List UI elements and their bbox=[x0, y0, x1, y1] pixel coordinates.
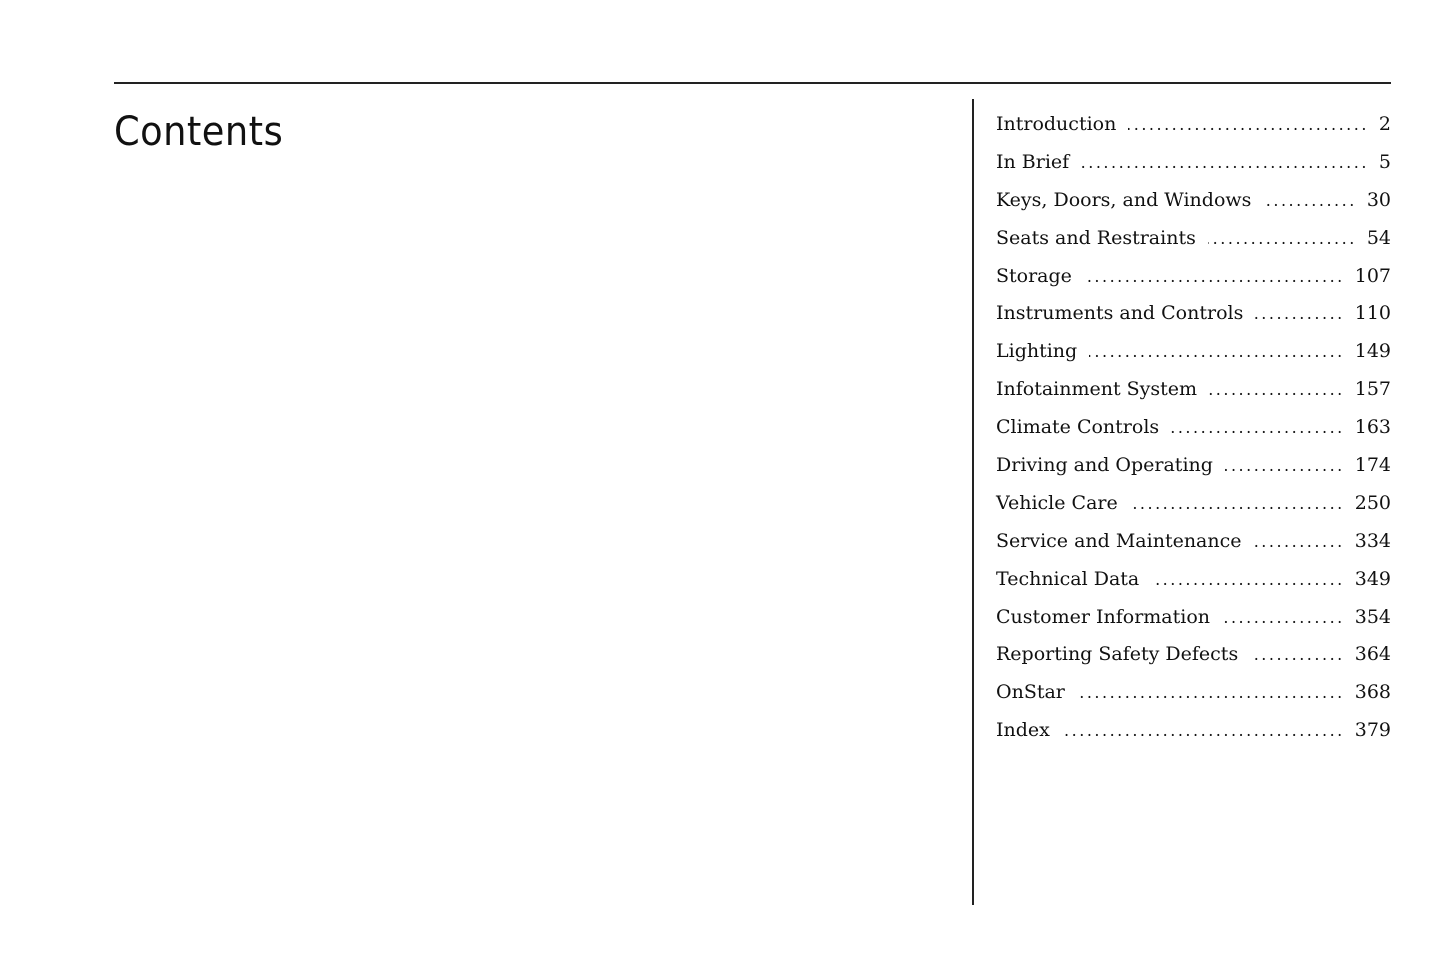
toc-entry-label: Instruments and Controls bbox=[996, 302, 1244, 325]
toc-page-number: 110 bbox=[1354, 302, 1391, 325]
toc-entry-label: Index bbox=[996, 719, 1050, 742]
toc-entry-label: Reporting Safety Defects bbox=[996, 643, 1239, 666]
dot-leader bbox=[1062, 712, 1345, 750]
dot-leader bbox=[1209, 371, 1345, 409]
dot-leader bbox=[1222, 599, 1345, 637]
dot-leader bbox=[1130, 485, 1345, 523]
toc-page-number: 379 bbox=[1354, 719, 1391, 742]
toc-entry-label: Storage bbox=[996, 264, 1072, 287]
dot-leader bbox=[1089, 333, 1345, 371]
toc-entry-label: Keys, Doors, and Windows bbox=[996, 188, 1252, 211]
table-of-contents bbox=[996, 106, 1391, 750]
toc-entry-reporting-safety-defects[interactable] bbox=[996, 636, 1391, 674]
dot-leader bbox=[1081, 144, 1369, 182]
toc-entry-label: Technical Data bbox=[996, 567, 1140, 590]
toc-page-number: 107 bbox=[1354, 264, 1391, 287]
toc-page-number: 2 bbox=[1378, 113, 1391, 135]
toc-entry-technical-data[interactable] bbox=[996, 561, 1391, 599]
toc-entry-label: Infotainment System bbox=[996, 378, 1198, 401]
toc-page-number: 163 bbox=[1354, 416, 1391, 439]
toc-entry-climate-controls[interactable] bbox=[996, 409, 1391, 447]
toc-entry-storage[interactable] bbox=[996, 258, 1391, 296]
toc-page-number: 30 bbox=[1366, 188, 1391, 211]
dot-leader bbox=[1084, 258, 1345, 296]
dot-leader bbox=[1128, 106, 1369, 144]
dot-leader bbox=[1263, 182, 1356, 220]
toc-page-number: 349 bbox=[1354, 567, 1391, 590]
dot-leader bbox=[1225, 447, 1345, 485]
toc-entry-label: Driving and Operating bbox=[996, 454, 1213, 477]
toc-entry-label: Introduction bbox=[996, 113, 1117, 135]
toc-page-number: 174 bbox=[1354, 454, 1391, 477]
toc-entry-in-brief[interactable] bbox=[996, 144, 1391, 182]
toc-entry-infotainment-system[interactable] bbox=[996, 371, 1391, 409]
toc-entry-label: Seats and Restraints bbox=[996, 226, 1196, 249]
toc-entry-lighting[interactable] bbox=[996, 333, 1391, 371]
header-rule bbox=[114, 82, 1391, 84]
toc-page-number: 368 bbox=[1354, 681, 1391, 704]
toc-page-number: 334 bbox=[1354, 529, 1391, 552]
column-divider bbox=[972, 99, 974, 905]
toc-entry-introduction[interactable] bbox=[996, 106, 1391, 144]
toc-entry-service-maintenance[interactable] bbox=[996, 523, 1391, 561]
toc-entry-keys-doors-windows[interactable] bbox=[996, 182, 1391, 220]
toc-page-number: 157 bbox=[1354, 378, 1391, 401]
toc-entry-driving-operating[interactable] bbox=[996, 447, 1391, 485]
dot-leader bbox=[1208, 220, 1357, 258]
toc-entry-onstar[interactable] bbox=[996, 674, 1391, 712]
toc-entry-index[interactable] bbox=[996, 712, 1391, 750]
dot-leader bbox=[1250, 636, 1345, 674]
page-title: Contents bbox=[114, 109, 284, 155]
toc-page-number: 149 bbox=[1354, 340, 1391, 363]
toc-page-number: 250 bbox=[1354, 491, 1391, 514]
dot-leader bbox=[1254, 523, 1345, 561]
toc-entry-label: Customer Information bbox=[996, 605, 1211, 628]
toc-entry-vehicle-care[interactable] bbox=[996, 485, 1391, 523]
toc-entry-label: Service and Maintenance bbox=[996, 529, 1242, 552]
toc-entry-label: Vehicle Care bbox=[996, 491, 1118, 514]
dot-leader bbox=[1077, 674, 1345, 712]
toc-entry-label: OnStar bbox=[996, 681, 1065, 704]
dot-leader bbox=[1151, 561, 1344, 599]
toc-entry-instruments-controls[interactable] bbox=[996, 295, 1391, 333]
toc-page-number: 5 bbox=[1378, 150, 1391, 173]
toc-entry-label: Lighting bbox=[996, 340, 1078, 363]
dot-leader bbox=[1171, 409, 1345, 447]
toc-entry-label: In Brief bbox=[996, 150, 1070, 173]
toc-page-number: 54 bbox=[1366, 226, 1391, 249]
toc-entry-customer-information[interactable] bbox=[996, 599, 1391, 637]
dot-leader bbox=[1255, 295, 1344, 333]
toc-page-number: 354 bbox=[1354, 605, 1391, 628]
toc-entry-seats-restraints[interactable] bbox=[996, 220, 1391, 258]
toc-entry-label: Climate Controls bbox=[996, 416, 1160, 439]
toc-page-number: 364 bbox=[1354, 643, 1391, 666]
